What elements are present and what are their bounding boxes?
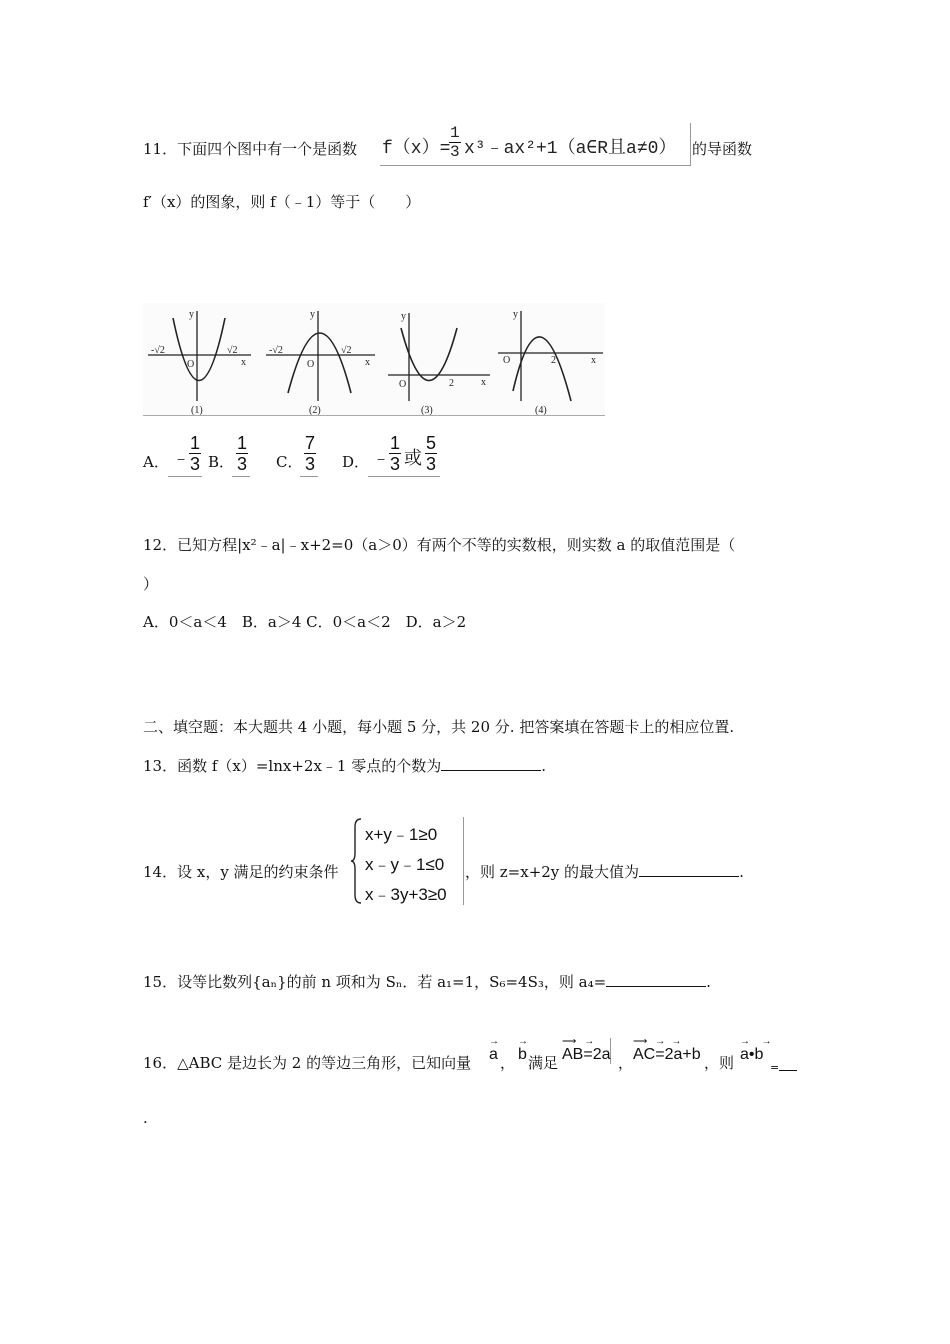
g2-right-tick: √2 <box>341 345 352 356</box>
q11-number: 11． <box>143 140 178 158</box>
g1-x: x <box>241 357 246 368</box>
q13 <box>143 756 546 776</box>
q11-option-b <box>232 432 250 477</box>
q13-text: 13．函数 f（x）=lnx+2x﹣1 零点的个数为 <box>143 757 442 775</box>
vec-a-text: a <box>489 1046 498 1063</box>
q16-ab <box>562 1038 611 1064</box>
q16-dot <box>740 1038 774 1064</box>
q16-vec-a <box>489 1038 499 1064</box>
graph-label-4: (4) <box>535 405 547 415</box>
q16-eq-wrap <box>770 1058 797 1078</box>
q11-formula-rest: x³﹣ax²+1（a∈R且a≠0） <box>464 139 677 159</box>
opt-b-frac <box>236 434 248 473</box>
frac-num: 7 <box>305 433 316 453</box>
arrow-icon: ⟶ → <box>562 1036 594 1047</box>
graph-label-2: (2) <box>309 405 321 415</box>
opt-c-frac <box>304 434 316 473</box>
q11-graphs <box>143 303 605 416</box>
q11-lead <box>143 139 357 159</box>
q11-option-a-label: A． <box>143 453 169 471</box>
brace-icon <box>351 817 363 905</box>
frac-den: 3 <box>305 454 316 474</box>
q14-c1: x+y﹣1≥0 <box>365 825 438 844</box>
frac-num: 5 <box>426 433 437 453</box>
q11-formula-frac <box>449 125 461 160</box>
opt-d-or: 或 <box>404 448 422 468</box>
q16-blank[interactable] <box>779 1060 797 1071</box>
q14-blank[interactable] <box>639 862 739 877</box>
g2-x: x <box>365 357 370 368</box>
q12-line1: 12．已知方程|x²﹣a|﹣x+2=0（a＞0）有两个不等的实数根，则实数 a 的取值范围是（ <box>143 536 736 554</box>
q14-constraints <box>351 817 464 905</box>
q11-option-c <box>300 432 318 477</box>
q11-option-c-label: C． <box>276 453 303 471</box>
graph-2 <box>266 311 375 401</box>
q16-eq: = <box>770 1061 780 1074</box>
frac-num: 1 <box>237 433 248 453</box>
frac-num: 1 <box>190 433 201 453</box>
ab-text: AB=2a <box>562 1046 611 1063</box>
opt-a-sign: ﹣ <box>172 448 190 468</box>
q16-comma1: ， <box>500 1054 516 1072</box>
q16-comma2: ， <box>618 1054 634 1072</box>
dot-text: a•b <box>740 1046 764 1063</box>
q13-end: . <box>541 757 547 775</box>
q11-option-b-label: B． <box>208 453 235 471</box>
q16-then: ，则 <box>704 1054 735 1072</box>
q16-end: . <box>143 1109 148 1127</box>
q14-lead: 14．设 x，y 满足的约束条件 <box>143 863 339 881</box>
frac-num: 1 <box>390 433 401 453</box>
graphs-svg <box>143 303 605 415</box>
q12-line2: ） <box>143 575 159 593</box>
g3-origin: O <box>399 379 407 390</box>
opt-d-sign: ﹣ <box>372 448 390 468</box>
g1-y: y <box>189 309 194 320</box>
g4-origin: O <box>503 355 511 366</box>
q13-blank[interactable] <box>441 756 541 771</box>
q15-text: 15．设等比数列{aₙ}的前 n 项和为 Sₙ．若 a₁=1，S₆=4S₃，则 a₄= <box>143 973 607 991</box>
graph-label-1: (1) <box>191 405 203 415</box>
g3-right-tick: 2 <box>449 378 454 389</box>
q11-option-d <box>368 432 440 477</box>
q16-ac <box>633 1038 701 1064</box>
q14-c2: x﹣y﹣1≤0 <box>365 855 445 874</box>
q14-tail-wrap <box>465 862 744 882</box>
frac-den: 3 <box>450 143 460 161</box>
q11-formula <box>380 123 691 166</box>
opt-d-frac1 <box>389 434 401 473</box>
q14-tail: ，则 z=x+2y 的最大值为 <box>465 863 640 881</box>
opt-a-frac <box>189 434 201 473</box>
g1-right-tick: √2 <box>227 345 238 356</box>
q11-option-d-label: D． <box>342 453 370 471</box>
q16-vec-b <box>518 1038 528 1064</box>
q11-formula-f: f（x）= <box>382 139 451 159</box>
g2-origin: O <box>307 359 315 370</box>
opt-d-frac2 <box>425 434 437 473</box>
q11-option-a <box>168 432 202 477</box>
graph-1 <box>148 311 251 401</box>
ac-text: AC=2a+b <box>633 1046 701 1063</box>
q15-end: . <box>706 973 711 991</box>
frac-den: 3 <box>237 454 248 474</box>
g3-x: x <box>481 377 486 388</box>
g4-y: y <box>513 309 518 320</box>
g1-left-tick: -√2 <box>151 345 165 356</box>
arrow-icon: ⟶ → → <box>633 1036 681 1047</box>
q12-options: A．0＜a＜4 B．a＞4 C．0＜a＜2 D．a＞2 <box>143 613 467 631</box>
section-heading: 二、填空题：本大题共 4 小题，每小题 5 分，共 20 分. 把答案填在答题卡上的相应位置. <box>143 718 735 736</box>
q11-tail: 的导函数 <box>692 140 753 158</box>
q15 <box>143 972 711 992</box>
vec-b-text: b <box>518 1046 527 1063</box>
g4-x: x <box>591 355 596 366</box>
arrow-icon: → → <box>740 1036 774 1047</box>
frac-den: 3 <box>426 454 437 474</box>
frac-den: 3 <box>190 454 201 474</box>
frac-num: 1 <box>450 124 460 142</box>
q14-c3: x﹣3y+3≥0 <box>365 885 447 904</box>
g1-origin: O <box>187 359 195 370</box>
graph-label-3: (3) <box>421 405 433 415</box>
g3-y: y <box>401 311 406 322</box>
q16-mid: 满足 <box>528 1054 559 1072</box>
q14-end: . <box>739 863 744 881</box>
arrow-icon: → <box>518 1036 528 1047</box>
arrow-icon: → <box>489 1036 499 1047</box>
q11-lead-text: 下面四个图中有一个是函数 <box>177 140 358 158</box>
g2-left-tick: -√2 <box>269 345 283 356</box>
g4-right-tick: 2 <box>551 355 556 366</box>
q15-blank[interactable] <box>606 972 706 987</box>
q11-line2: f′（x）的图象，则 f（﹣1）等于（ ） <box>143 193 421 211</box>
g2-y: y <box>310 309 315 320</box>
q16-lead: 16．△ABC 是边长为 2 的等边三角形，已知向量 <box>143 1054 472 1072</box>
frac-den: 3 <box>390 454 401 474</box>
